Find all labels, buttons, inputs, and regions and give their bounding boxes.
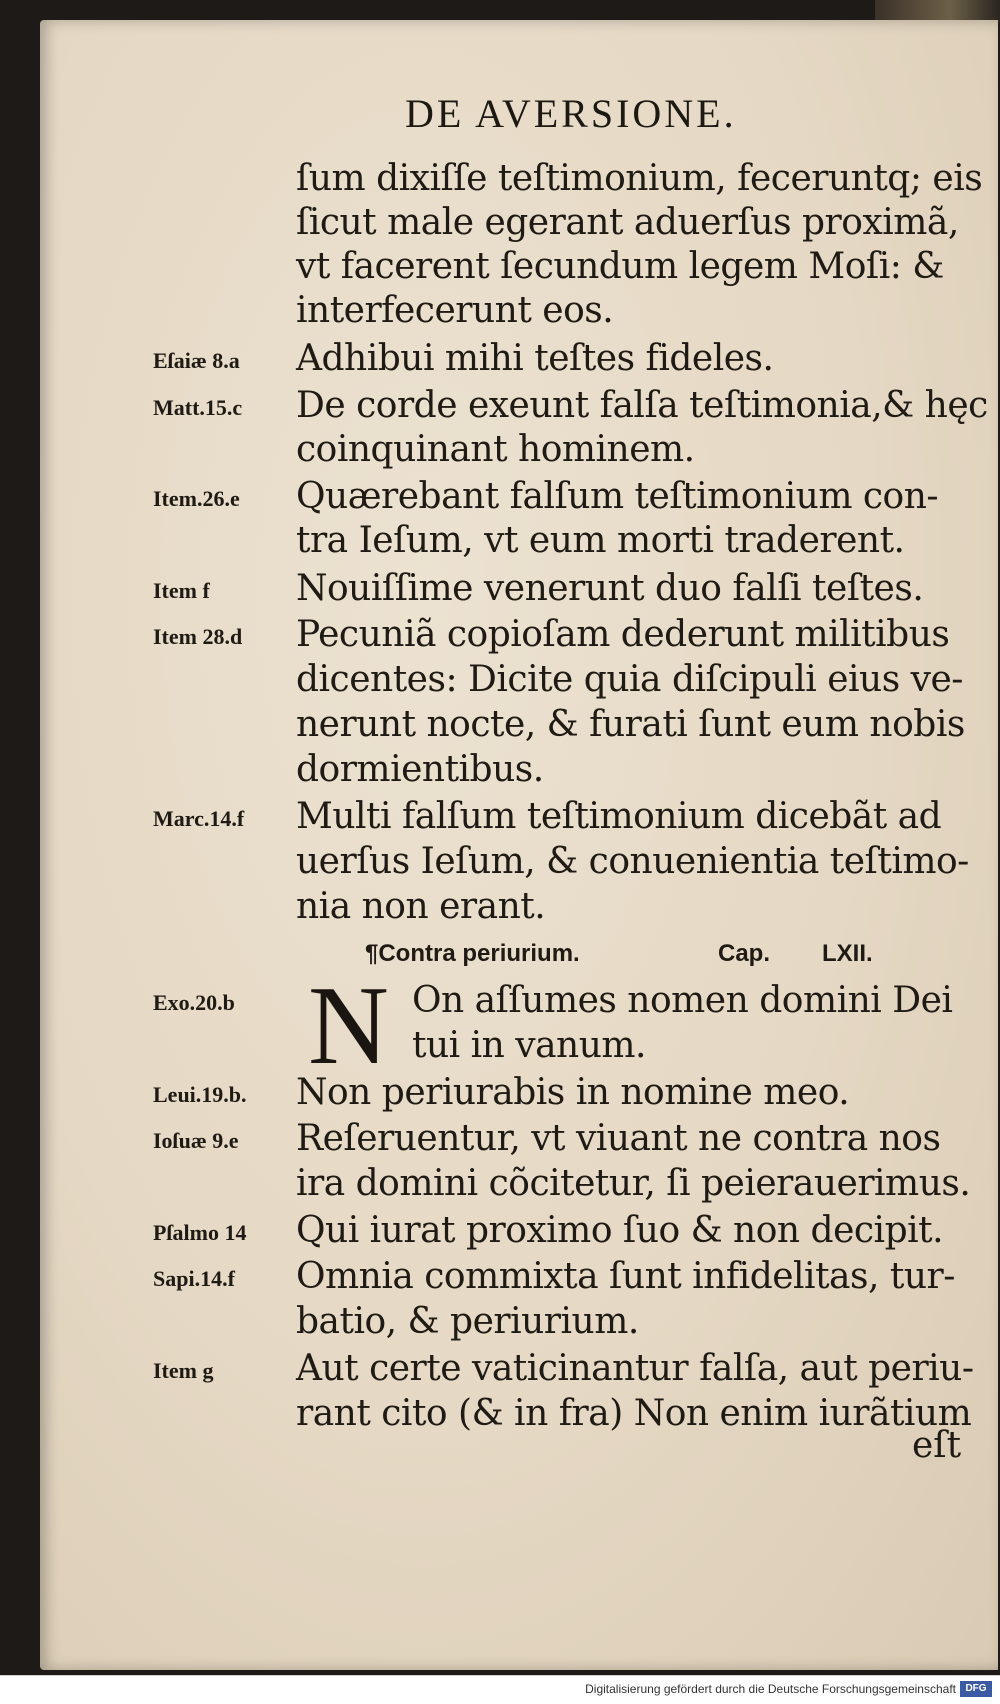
text-line: Qui iurat proximo ſuo & non decipit. [296, 1210, 944, 1251]
text-line: uerſus Ieſum, & conuenientia teſtimo- [296, 841, 969, 882]
text-line: Nouiſſime venerunt duo falſi teſtes. [296, 568, 924, 609]
text-line: nerunt nocte, & furati ſunt eum nobis [296, 704, 965, 745]
text-line: rant cito (& in fra) Non enim iurãtium [296, 1393, 972, 1434]
chapter-cap-label: Cap. [718, 940, 771, 967]
margin-reference: Marc.14.f [153, 806, 245, 831]
chapter-title: ¶Contra periurium. [365, 940, 580, 967]
margin-reference: Item 28.d [153, 624, 243, 649]
text-line: dormientibus. [296, 749, 544, 790]
text-line: Quærebant falſum teſtimonium con- [296, 476, 939, 517]
chapter-cap-number: LXII. [822, 940, 873, 967]
drop-cap: N [308, 964, 389, 1088]
text-line: Omnia commixta ſunt infidelitas, tur- [296, 1256, 955, 1297]
running-head: DE AVERSIONE. [405, 91, 737, 136]
margin-reference: Pſalmo 14 [153, 1220, 247, 1245]
margin-reference: Item g [153, 1358, 214, 1383]
margin-reference: Matt.15.c [153, 395, 243, 420]
text-line: Non periurabis in nomine meo. [296, 1072, 850, 1113]
text-line: coinquinant hominem. [296, 429, 695, 470]
text-line: ira domini cõcitetur, ſi peierauerimus. [296, 1163, 971, 1204]
chapter-heading [40, 940, 998, 980]
margin-reference: Leui.19.b. [153, 1082, 247, 1107]
text-line: Aut certe vaticinantur falſa, aut periu- [296, 1348, 974, 1389]
book-binding-edge [875, 0, 1000, 22]
text-line: interfecerunt eos. [296, 290, 614, 331]
margin-reference: Exo.20.b [153, 990, 235, 1015]
text-line: Adhibui mihi teſtes fideles. [296, 338, 774, 379]
margin-reference: Sapi.14.f [153, 1266, 235, 1291]
text-line: tra Ieſum, vt eum morti traderent. [296, 520, 905, 561]
dfg-logo: DFG [960, 1681, 992, 1697]
footer-credit: Digitalisierung gefördert durch die Deutsche Forschungsgemeinschaft [585, 1682, 956, 1696]
text-line: vt facerent ſecundum legem Moſi: & [296, 246, 944, 287]
margin-reference: Eſaiæ 8.a [153, 348, 240, 373]
text-line: dicentes: Dicite quia diſcipuli eius ve- [296, 659, 963, 700]
text-line: ſicut male egerant aduerſus proximã, [296, 202, 959, 243]
text-line: De corde exeunt falſa teſtimonia,& hęc [296, 385, 988, 426]
margin-reference: Item.26.e [153, 486, 240, 511]
text-line: Reſeruentur, vt viuant ne contra nos [296, 1118, 941, 1159]
book-page [40, 20, 998, 1670]
text-line: nia non erant. [296, 886, 546, 927]
margin-reference: Ioſuæ 9.e [153, 1128, 239, 1153]
catchword: eſt [912, 1425, 962, 1466]
text-line: ſum dixiſſe teſtimonium, feceruntq; eis [296, 158, 983, 199]
text-line: batio, & periurium. [296, 1301, 639, 1342]
margin-reference: Item f [153, 578, 210, 603]
text-line: Multi falſum teſtimonium dicebãt ad [296, 796, 942, 837]
text-line: tui in vanum. [412, 1025, 647, 1066]
text-line: Pecuniã copioſam dederunt militibus [296, 614, 950, 655]
footer-bar [0, 1675, 1000, 1704]
text-line: On aſſumes nomen domini Dei [412, 980, 953, 1021]
